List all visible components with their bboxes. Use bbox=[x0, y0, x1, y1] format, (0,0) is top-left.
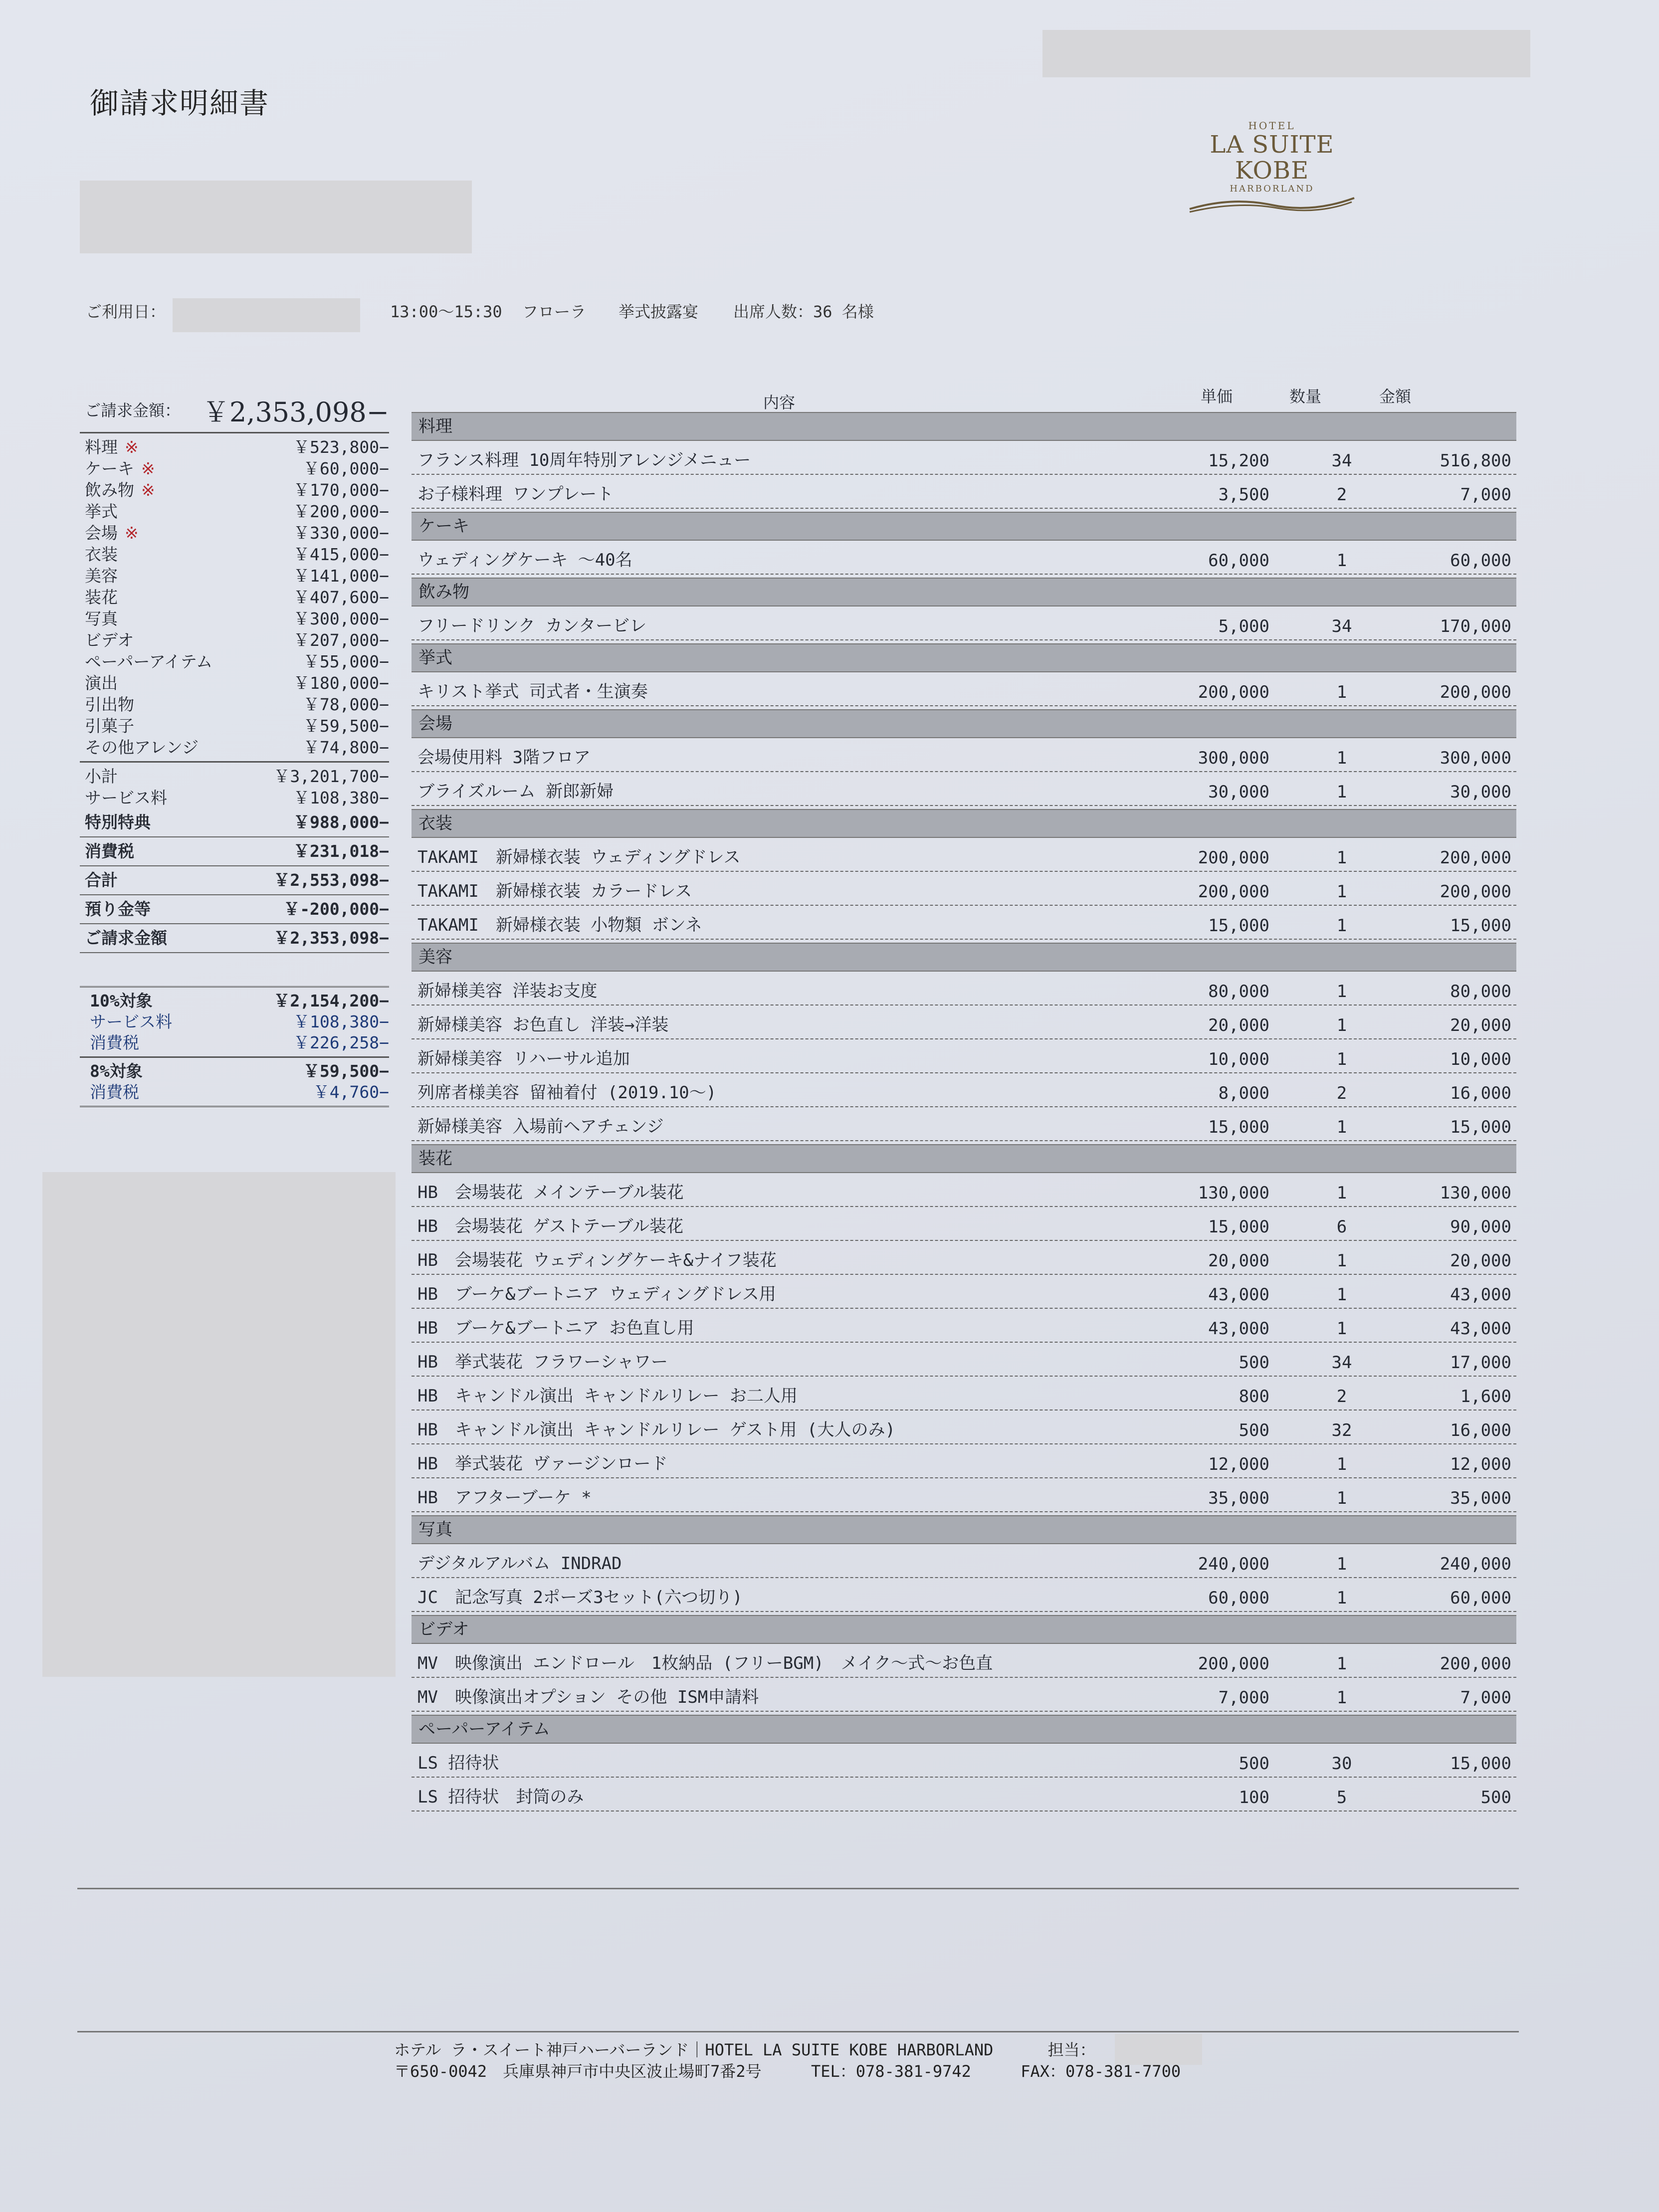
category-total-value: ￥200,000− bbox=[293, 502, 389, 521]
item-quantity: 1 bbox=[1336, 1319, 1347, 1339]
category-total-value: ￥407,600− bbox=[293, 588, 389, 607]
usage-type: 挙式披露宴 bbox=[619, 302, 699, 321]
item-quantity: 1 bbox=[1336, 916, 1347, 936]
special-label: 特別特典 bbox=[85, 812, 151, 832]
category-total-value: ￥330,000− bbox=[293, 523, 389, 543]
usage-attendees: 出席人数：36 名様 bbox=[733, 302, 874, 321]
item-quantity: 1 bbox=[1336, 551, 1347, 571]
category-total-label: 会場 ※ bbox=[85, 523, 139, 543]
category-total-label: 衣装 bbox=[85, 545, 118, 564]
section-header: ケーキ bbox=[412, 512, 1516, 541]
section-header: 挙式 bbox=[412, 643, 1516, 672]
category-total-row bbox=[80, 651, 389, 672]
footer-address: 〒650-0042 兵庫県神戸市中央区波止場町7番2号 bbox=[394, 2062, 762, 2081]
item-unit-price: 3,500 bbox=[1218, 485, 1269, 505]
subtotal-value: ￥3,201,700− bbox=[273, 767, 389, 786]
item-amount: 10,000 bbox=[1450, 1049, 1511, 1069]
note-mark: ※ bbox=[125, 437, 139, 457]
section-header: ビデオ bbox=[412, 1615, 1516, 1644]
divider bbox=[80, 761, 389, 763]
category-total-value: ￥180,000− bbox=[293, 673, 389, 693]
tax10-service-value: ￥108,380− bbox=[293, 1012, 389, 1031]
item-description: お子様料理 ワンプレート bbox=[417, 484, 614, 504]
redacted-block-top-right bbox=[1042, 30, 1530, 77]
item-description: TAKAMI 新婦様衣装 小物類 ボンネ bbox=[417, 915, 702, 935]
item-unit-price: 100 bbox=[1239, 1788, 1269, 1808]
item-description: デジタルアルバム INDRAD bbox=[417, 1554, 622, 1574]
section-header: ペーパーアイテム bbox=[412, 1715, 1516, 1744]
section-header: 装花 bbox=[412, 1144, 1516, 1173]
item-description: HB 挙式装花 フラワーシャワー bbox=[417, 1352, 668, 1372]
usage-date-label: ご利用日： bbox=[86, 302, 166, 321]
category-total-row bbox=[80, 672, 389, 694]
usage-room: フローラ bbox=[522, 302, 587, 321]
deposit-row bbox=[80, 895, 389, 924]
item-unit-price: 60,000 bbox=[1208, 551, 1269, 571]
service-row bbox=[80, 787, 389, 808]
billing-amount-row bbox=[80, 389, 389, 429]
footer-line-2 bbox=[394, 2059, 1342, 2082]
billing-amount-value: ￥2,353,098− bbox=[202, 397, 389, 428]
tax8-label: 8%対象 bbox=[90, 1061, 143, 1081]
line-item bbox=[412, 1241, 1516, 1275]
item-quantity: 1 bbox=[1336, 1117, 1347, 1137]
line-item bbox=[412, 1107, 1516, 1141]
redacted-customer-name bbox=[80, 181, 472, 253]
item-amount: 7,000 bbox=[1460, 1688, 1511, 1708]
line-item bbox=[412, 838, 1516, 872]
item-unit-price: 30,000 bbox=[1208, 782, 1269, 802]
item-unit-price: 500 bbox=[1239, 1420, 1269, 1440]
billing-total-value: ￥2,353,098− bbox=[273, 928, 389, 948]
item-amount: 516,800 bbox=[1440, 451, 1511, 471]
line-item bbox=[412, 441, 1516, 475]
item-description: フランス料理 10周年特別アレンジメニュー bbox=[417, 450, 751, 470]
logo-wave-icon bbox=[1187, 194, 1357, 214]
tax8-tax-label: 消費税 bbox=[90, 1082, 139, 1102]
category-total-label: 引菓子 bbox=[85, 716, 134, 736]
redacted-usage-date bbox=[173, 298, 360, 332]
category-total-label: 挙式 bbox=[85, 502, 118, 521]
header-unit-price: 単価 bbox=[1201, 387, 1233, 406]
item-description: HB ブーケ&ブートニア ウェディングドレス用 bbox=[417, 1284, 776, 1304]
item-description: MV 映像演出 エンドロール 1枚納品 (フリーBGM) メイク〜式〜お色直 bbox=[417, 1653, 993, 1673]
line-item bbox=[412, 1173, 1516, 1207]
footer-staff-label: 担当： bbox=[1047, 2040, 1096, 2059]
item-description: MV 映像演出オプション その他 ISM申請料 bbox=[417, 1687, 759, 1707]
footer-fax: FAX：078-381-7700 bbox=[1021, 2062, 1181, 2081]
category-total-label: ペーパーアイテム bbox=[85, 652, 213, 671]
item-quantity: 1 bbox=[1336, 982, 1347, 1002]
service-label: サービス料 bbox=[85, 788, 167, 807]
item-quantity: 6 bbox=[1336, 1217, 1347, 1237]
item-description: HB 会場装花 メインテーブル装花 bbox=[417, 1183, 684, 1203]
item-description: 新婦様美容 洋装お支度 bbox=[417, 981, 598, 1001]
item-unit-price: 800 bbox=[1239, 1387, 1269, 1407]
category-total-row bbox=[80, 501, 389, 522]
item-amount: 35,000 bbox=[1450, 1488, 1511, 1508]
item-description: HB キャンドル演出 キャンドルリレー ゲスト用 (大人のみ) bbox=[417, 1420, 895, 1440]
item-quantity: 1 bbox=[1336, 1488, 1347, 1508]
tax10-label: 10%対象 bbox=[90, 991, 153, 1010]
header-amount: 金額 bbox=[1379, 387, 1412, 406]
item-amount: 200,000 bbox=[1440, 1654, 1511, 1674]
item-quantity: 1 bbox=[1336, 1183, 1347, 1203]
line-item bbox=[412, 1478, 1516, 1512]
special-value: ￥988,000− bbox=[293, 812, 389, 832]
tax10-service-row bbox=[80, 1011, 389, 1032]
line-item bbox=[412, 1544, 1516, 1578]
item-unit-price: 200,000 bbox=[1198, 682, 1269, 702]
footer-tel: TEL：078-381-9742 bbox=[811, 2062, 971, 2081]
item-description: HB キャンドル演出 キャンドルリレー お二人用 bbox=[417, 1386, 798, 1406]
item-amount: 170,000 bbox=[1440, 616, 1511, 636]
item-description: 列席者様美容 留袖着付 (2019.10〜) bbox=[417, 1083, 717, 1103]
category-totals bbox=[80, 436, 389, 758]
section-header: 写真 bbox=[412, 1515, 1516, 1544]
item-description: HB ブーケ&ブートニア お色直し用 bbox=[417, 1318, 694, 1338]
item-unit-price: 15,000 bbox=[1208, 916, 1269, 936]
line-item bbox=[412, 1644, 1516, 1678]
line-item bbox=[412, 872, 1516, 906]
item-description: LS 招待状 封筒のみ bbox=[417, 1787, 584, 1807]
category-total-label: 演出 bbox=[85, 673, 118, 693]
tax8-tax-row bbox=[80, 1082, 389, 1103]
document-title: 御請求明細書 bbox=[90, 86, 270, 120]
billing-summary bbox=[80, 389, 389, 1110]
item-amount: 17,000 bbox=[1450, 1353, 1511, 1373]
line-item bbox=[412, 475, 1516, 509]
item-unit-price: 500 bbox=[1239, 1754, 1269, 1774]
category-total-row bbox=[80, 694, 389, 715]
item-quantity: 1 bbox=[1336, 1654, 1347, 1674]
billing-total-row bbox=[80, 924, 389, 953]
line-item bbox=[412, 1778, 1516, 1811]
divider bbox=[77, 1888, 1519, 1889]
tax-row bbox=[80, 837, 389, 866]
note-mark: ※ bbox=[141, 459, 155, 478]
item-amount: 500 bbox=[1480, 1788, 1511, 1808]
category-total-value: ￥141,000− bbox=[293, 566, 389, 586]
line-item bbox=[412, 606, 1516, 640]
redacted-block-left bbox=[42, 1172, 396, 1677]
subtotal-row bbox=[80, 766, 389, 787]
item-unit-price: 43,000 bbox=[1208, 1285, 1269, 1305]
special-row bbox=[80, 808, 389, 837]
category-total-row bbox=[80, 608, 389, 629]
item-description: TAKAMI 新婦様衣装 カラードレス bbox=[417, 881, 692, 901]
header-content: 内容 bbox=[763, 393, 796, 412]
divider bbox=[80, 1056, 389, 1058]
item-amount: 15,000 bbox=[1450, 1117, 1511, 1137]
item-unit-price: 43,000 bbox=[1208, 1319, 1269, 1339]
line-item bbox=[412, 1578, 1516, 1612]
line-item bbox=[412, 1410, 1516, 1444]
logo-name: LA SUITE KOBE bbox=[1210, 131, 1334, 185]
item-quantity: 1 bbox=[1336, 1015, 1347, 1035]
item-quantity: 2 bbox=[1336, 1083, 1347, 1103]
tax8-value: ￥59,500− bbox=[303, 1061, 389, 1081]
item-amount: 20,000 bbox=[1450, 1251, 1511, 1271]
category-total-row bbox=[80, 522, 389, 544]
category-total-label: 美容 bbox=[85, 566, 118, 586]
item-description: フリードリンク カンタービレ bbox=[417, 616, 647, 636]
category-total-label: 写真 bbox=[85, 609, 118, 628]
item-amount: 16,000 bbox=[1450, 1420, 1511, 1440]
item-unit-price: 5,000 bbox=[1218, 616, 1269, 636]
detail-table bbox=[412, 379, 1516, 1811]
item-amount: 7,000 bbox=[1460, 485, 1511, 505]
item-amount: 200,000 bbox=[1440, 882, 1511, 902]
item-unit-price: 15,200 bbox=[1208, 451, 1269, 471]
category-total-row bbox=[80, 479, 389, 501]
item-quantity: 1 bbox=[1336, 1588, 1347, 1608]
item-quantity: 1 bbox=[1336, 782, 1347, 802]
billing-total-label: ご請求金額 bbox=[85, 928, 167, 948]
item-unit-price: 200,000 bbox=[1198, 882, 1269, 902]
item-amount: 200,000 bbox=[1440, 848, 1511, 868]
item-quantity: 1 bbox=[1336, 1554, 1347, 1574]
item-description: HB 挙式装花 ヴァージンロード bbox=[417, 1454, 668, 1474]
item-unit-price: 10,000 bbox=[1208, 1049, 1269, 1069]
item-amount: 90,000 bbox=[1450, 1217, 1511, 1237]
tax-value: ￥231,018− bbox=[293, 841, 389, 861]
item-amount: 43,000 bbox=[1450, 1285, 1511, 1305]
category-total-label: 料理 ※ bbox=[85, 437, 139, 457]
service-value: ￥108,380− bbox=[293, 788, 389, 807]
item-quantity: 1 bbox=[1336, 848, 1347, 868]
line-item bbox=[412, 1444, 1516, 1478]
line-item bbox=[412, 1678, 1516, 1712]
item-amount: 300,000 bbox=[1440, 748, 1511, 768]
category-total-row bbox=[80, 715, 389, 737]
item-amount: 20,000 bbox=[1450, 1015, 1511, 1035]
item-quantity: 1 bbox=[1336, 882, 1347, 902]
item-quantity: 1 bbox=[1336, 1454, 1347, 1474]
item-amount: 12,000 bbox=[1450, 1454, 1511, 1474]
line-item bbox=[412, 972, 1516, 1005]
category-total-label: 装花 bbox=[85, 588, 118, 607]
line-item bbox=[412, 1039, 1516, 1073]
line-item bbox=[412, 1275, 1516, 1309]
line-item bbox=[412, 672, 1516, 706]
divider bbox=[80, 432, 389, 433]
category-total-value: ￥170,000− bbox=[293, 480, 389, 500]
item-description: 新婦様美容 お色直し 洋装→洋装 bbox=[417, 1015, 669, 1035]
total-row bbox=[80, 866, 389, 895]
line-item bbox=[412, 1005, 1516, 1039]
category-total-value: ￥59,500− bbox=[303, 716, 389, 736]
category-total-row bbox=[80, 565, 389, 587]
category-total-row bbox=[80, 436, 389, 458]
line-item bbox=[412, 772, 1516, 806]
category-total-row bbox=[80, 737, 389, 758]
item-description: 新婦様美容 リハーサル追加 bbox=[417, 1049, 630, 1069]
category-total-row bbox=[80, 629, 389, 651]
item-amount: 240,000 bbox=[1440, 1554, 1511, 1574]
item-description: キリスト挙式 司式者・生演奏 bbox=[417, 682, 648, 702]
total-label: 合計 bbox=[85, 870, 118, 890]
item-quantity: 2 bbox=[1336, 485, 1347, 505]
billing-amount-label: ご請求金額： bbox=[85, 401, 181, 420]
table-header bbox=[412, 379, 1516, 412]
tax-label: 消費税 bbox=[85, 841, 134, 861]
total-value: ￥2,553,098− bbox=[273, 870, 389, 890]
line-item bbox=[412, 1377, 1516, 1410]
line-item bbox=[412, 1744, 1516, 1778]
section-header: 美容 bbox=[412, 943, 1516, 972]
tax10-row bbox=[80, 991, 389, 1011]
item-quantity: 1 bbox=[1336, 682, 1347, 702]
item-amount: 43,000 bbox=[1450, 1319, 1511, 1339]
item-unit-price: 200,000 bbox=[1198, 1654, 1269, 1674]
item-description: 会場使用料 3階フロア bbox=[417, 748, 591, 768]
category-total-value: ￥78,000− bbox=[303, 695, 389, 714]
item-description: HB 会場装花 ゲストテーブル装花 bbox=[417, 1216, 683, 1236]
category-total-value: ￥207,000− bbox=[293, 630, 389, 650]
category-total-label: 引出物 bbox=[85, 695, 134, 714]
subtotal-label: 小計 bbox=[85, 767, 118, 786]
category-total-row bbox=[80, 587, 389, 608]
item-quantity: 2 bbox=[1336, 1387, 1347, 1407]
hotel-logo bbox=[1177, 120, 1367, 214]
section-header: 飲み物 bbox=[412, 578, 1516, 606]
item-unit-price: 7,000 bbox=[1218, 1688, 1269, 1708]
category-total-value: ￥523,800− bbox=[293, 437, 389, 457]
item-amount: 15,000 bbox=[1450, 1754, 1511, 1774]
category-total-value: ￥415,000− bbox=[293, 545, 389, 564]
tax8-row bbox=[80, 1061, 389, 1082]
item-amount: 15,000 bbox=[1450, 916, 1511, 936]
divider bbox=[77, 2031, 1519, 2032]
item-description: LS 招待状 bbox=[417, 1753, 499, 1773]
divider bbox=[80, 1106, 389, 1107]
divider bbox=[80, 986, 389, 988]
item-quantity: 1 bbox=[1336, 748, 1347, 768]
item-unit-price: 60,000 bbox=[1208, 1588, 1269, 1608]
usage-time: 13:00〜15:30 bbox=[390, 302, 502, 321]
item-unit-price: 300,000 bbox=[1198, 748, 1269, 768]
item-unit-price: 240,000 bbox=[1198, 1554, 1269, 1574]
item-amount: 30,000 bbox=[1450, 782, 1511, 802]
tax10-tax-row bbox=[80, 1032, 389, 1053]
tax10-tax-label: 消費税 bbox=[90, 1033, 139, 1052]
line-item bbox=[412, 1343, 1516, 1377]
footer-line-1 bbox=[394, 2037, 1342, 2060]
item-description: ブライズルーム 新郎新婦 bbox=[417, 782, 614, 802]
section-header: 衣装 bbox=[412, 809, 1516, 838]
note-mark: ※ bbox=[125, 523, 139, 543]
section-header: 料理 bbox=[412, 412, 1516, 441]
item-quantity: 1 bbox=[1336, 1251, 1347, 1271]
item-amount: 130,000 bbox=[1440, 1183, 1511, 1203]
category-total-label: その他アレンジ bbox=[85, 738, 199, 757]
item-unit-price: 15,000 bbox=[1208, 1117, 1269, 1137]
item-amount: 60,000 bbox=[1450, 1588, 1511, 1608]
header-quantity: 数量 bbox=[1289, 387, 1322, 406]
item-quantity: 30 bbox=[1331, 1754, 1352, 1774]
item-quantity: 34 bbox=[1331, 451, 1352, 471]
item-amount: 60,000 bbox=[1450, 551, 1511, 571]
line-item bbox=[412, 738, 1516, 772]
tax10-value: ￥2,154,200− bbox=[273, 991, 389, 1010]
category-total-label: 飲み物 ※ bbox=[85, 480, 155, 500]
category-total-row bbox=[80, 544, 389, 565]
category-total-value: ￥74,800− bbox=[303, 738, 389, 757]
footer-hotel-name: ホテル ラ・スイート神戸ハーバーランド｜HOTEL LA SUITE KOBE HARBORLAND bbox=[394, 2040, 994, 2059]
line-item bbox=[412, 906, 1516, 940]
line-item bbox=[412, 1207, 1516, 1241]
item-unit-price: 12,000 bbox=[1208, 1454, 1269, 1474]
item-description: TAKAMI 新婦様衣装 ウェディングドレス bbox=[417, 847, 741, 867]
note-mark: ※ bbox=[141, 480, 155, 500]
item-description: ウェディングケーキ 〜40名 bbox=[417, 550, 632, 570]
line-item bbox=[412, 541, 1516, 575]
item-unit-price: 500 bbox=[1239, 1353, 1269, 1373]
category-total-value: ￥300,000− bbox=[293, 609, 389, 628]
item-unit-price: 35,000 bbox=[1208, 1488, 1269, 1508]
item-quantity: 1 bbox=[1336, 1688, 1347, 1708]
line-item bbox=[412, 1309, 1516, 1343]
item-unit-price: 130,000 bbox=[1198, 1183, 1269, 1203]
item-amount: 200,000 bbox=[1440, 682, 1511, 702]
category-total-row bbox=[80, 458, 389, 479]
deposit-label: 預り金等 bbox=[85, 899, 151, 919]
item-quantity: 1 bbox=[1336, 1049, 1347, 1069]
item-unit-price: 80,000 bbox=[1208, 982, 1269, 1002]
item-quantity: 5 bbox=[1336, 1788, 1347, 1808]
item-unit-price: 200,000 bbox=[1198, 848, 1269, 868]
deposit-value: ￥-200,000− bbox=[283, 899, 389, 919]
item-description: 新婦様美容 入場前ヘアチェンジ bbox=[417, 1117, 664, 1137]
item-amount: 16,000 bbox=[1450, 1083, 1511, 1103]
item-quantity: 32 bbox=[1331, 1420, 1352, 1440]
item-unit-price: 20,000 bbox=[1208, 1015, 1269, 1035]
item-amount: 80,000 bbox=[1450, 982, 1511, 1002]
section-header: 会場 bbox=[412, 709, 1516, 738]
item-unit-price: 15,000 bbox=[1208, 1217, 1269, 1237]
item-quantity: 1 bbox=[1336, 1285, 1347, 1305]
table-sections bbox=[412, 412, 1516, 1811]
item-quantity: 34 bbox=[1331, 616, 1352, 636]
tax10-service-label: サービス料 bbox=[90, 1012, 172, 1031]
item-description: JC 記念写真 2ポーズ3セット(六つ切り) bbox=[417, 1588, 743, 1608]
category-total-value: ￥55,000− bbox=[303, 652, 389, 671]
category-total-label: ビデオ bbox=[85, 630, 134, 650]
item-description: HB 会場装花 ウェディングケーキ&ナイフ装花 bbox=[417, 1250, 777, 1270]
item-description: HB アフターブーケ * bbox=[417, 1488, 592, 1508]
item-amount: 1,600 bbox=[1460, 1387, 1511, 1407]
item-unit-price: 20,000 bbox=[1208, 1251, 1269, 1271]
tax8-tax-value: ￥4,760− bbox=[313, 1082, 389, 1102]
tax10-tax-value: ￥226,258− bbox=[293, 1033, 389, 1052]
logo-harborland: HARBORLAND bbox=[1230, 184, 1314, 194]
line-item bbox=[412, 1073, 1516, 1107]
item-unit-price: 8,000 bbox=[1218, 1083, 1269, 1103]
category-total-label: ケーキ ※ bbox=[85, 459, 155, 478]
category-total-value: ￥60,000− bbox=[303, 459, 389, 478]
logo-hotel: HOTEL bbox=[1248, 120, 1296, 132]
item-quantity: 34 bbox=[1331, 1353, 1352, 1373]
